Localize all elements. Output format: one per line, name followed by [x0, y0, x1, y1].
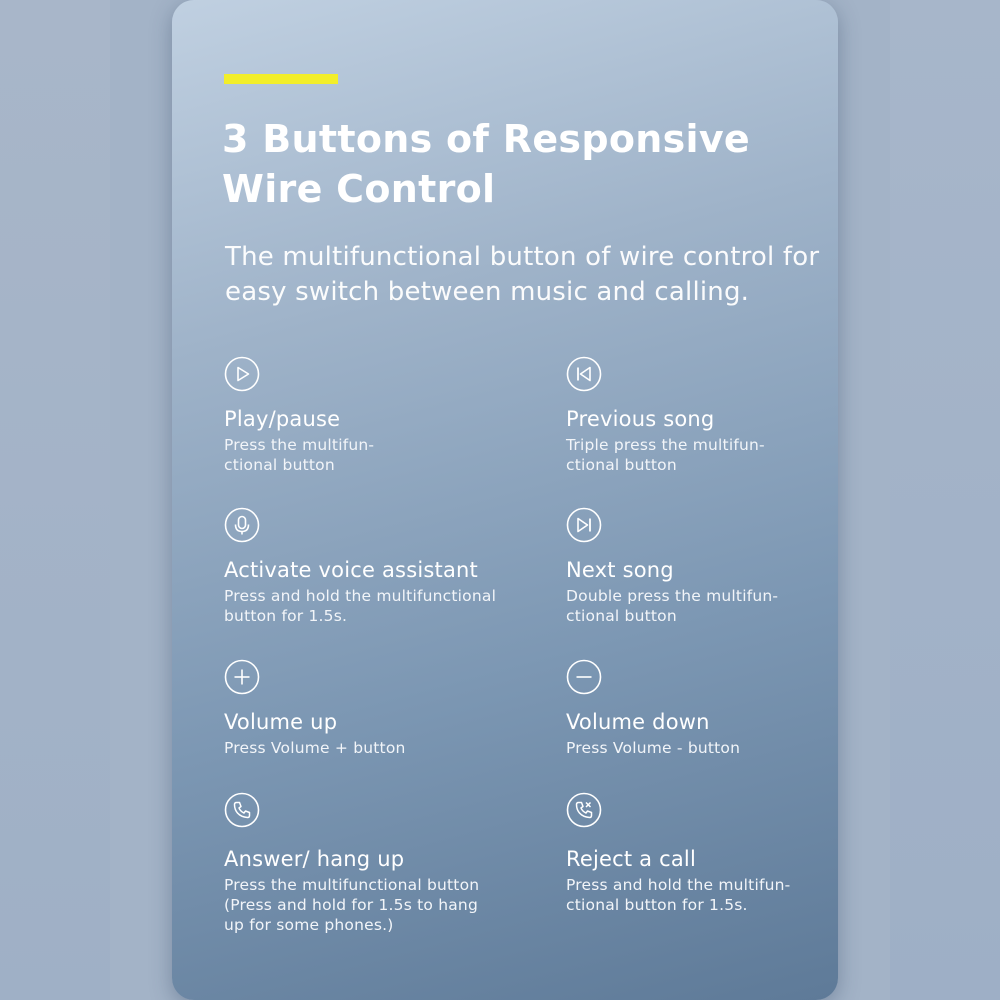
feature-name: Volume up: [224, 710, 338, 734]
info-card: [172, 0, 838, 1000]
feature-name: Answer/ hang up: [224, 847, 405, 871]
feature-description: Press Volume - button: [566, 739, 741, 757]
feature-volume-up: [224, 659, 524, 758]
feature-description: Triple press the multifun- ctional button: [566, 436, 765, 474]
feature-name: Play/pause: [224, 407, 341, 431]
reject-call-icon: [566, 792, 602, 828]
feature-name: Volume down: [566, 710, 710, 734]
feature-voice-assistant: [224, 507, 524, 626]
page-title: 3 Buttons of Responsive Wire Control: [222, 117, 750, 211]
accent-bar: [224, 74, 338, 84]
feature-description: Press Volume + button: [224, 739, 406, 757]
feature-description: Press the multifun- ctional button: [224, 436, 375, 474]
feature-description: Press and hold the multifunctional button for 1.5s.: [224, 587, 497, 625]
microphone-icon: [224, 507, 260, 543]
minus-icon: [566, 659, 602, 695]
feature-description: Press the multifunctional button (Press and hold for 1.5s to hang up for some phones.): [224, 876, 480, 934]
feature-volume-down: [566, 659, 838, 758]
feature-play-pause: [224, 356, 524, 475]
feature-name: Previous song: [566, 407, 715, 431]
background-left: [0, 0, 110, 1000]
play-icon: [224, 356, 260, 392]
phone-icon: [224, 792, 260, 828]
feature-name: Activate voice assistant: [224, 558, 478, 582]
feature-name: Reject a call: [566, 847, 697, 871]
previous-icon: [566, 356, 602, 392]
next-icon: [566, 507, 602, 543]
page-subtitle: The multifunctional button of wire control for easy switch between music and calling.: [225, 242, 820, 307]
feature-next-song: [566, 507, 838, 626]
plus-icon: [224, 659, 260, 695]
feature-previous-song: [566, 356, 838, 475]
feature-answer-hang-up: [224, 792, 524, 935]
feature-description: Press and hold the multifun- ctional button for 1.5s.: [566, 876, 791, 914]
feature-description: Double press the multifun- ctional button: [566, 587, 779, 625]
feature-reject-call: [566, 792, 838, 915]
feature-name: Next song: [566, 558, 674, 582]
background-right: [890, 0, 1000, 1000]
